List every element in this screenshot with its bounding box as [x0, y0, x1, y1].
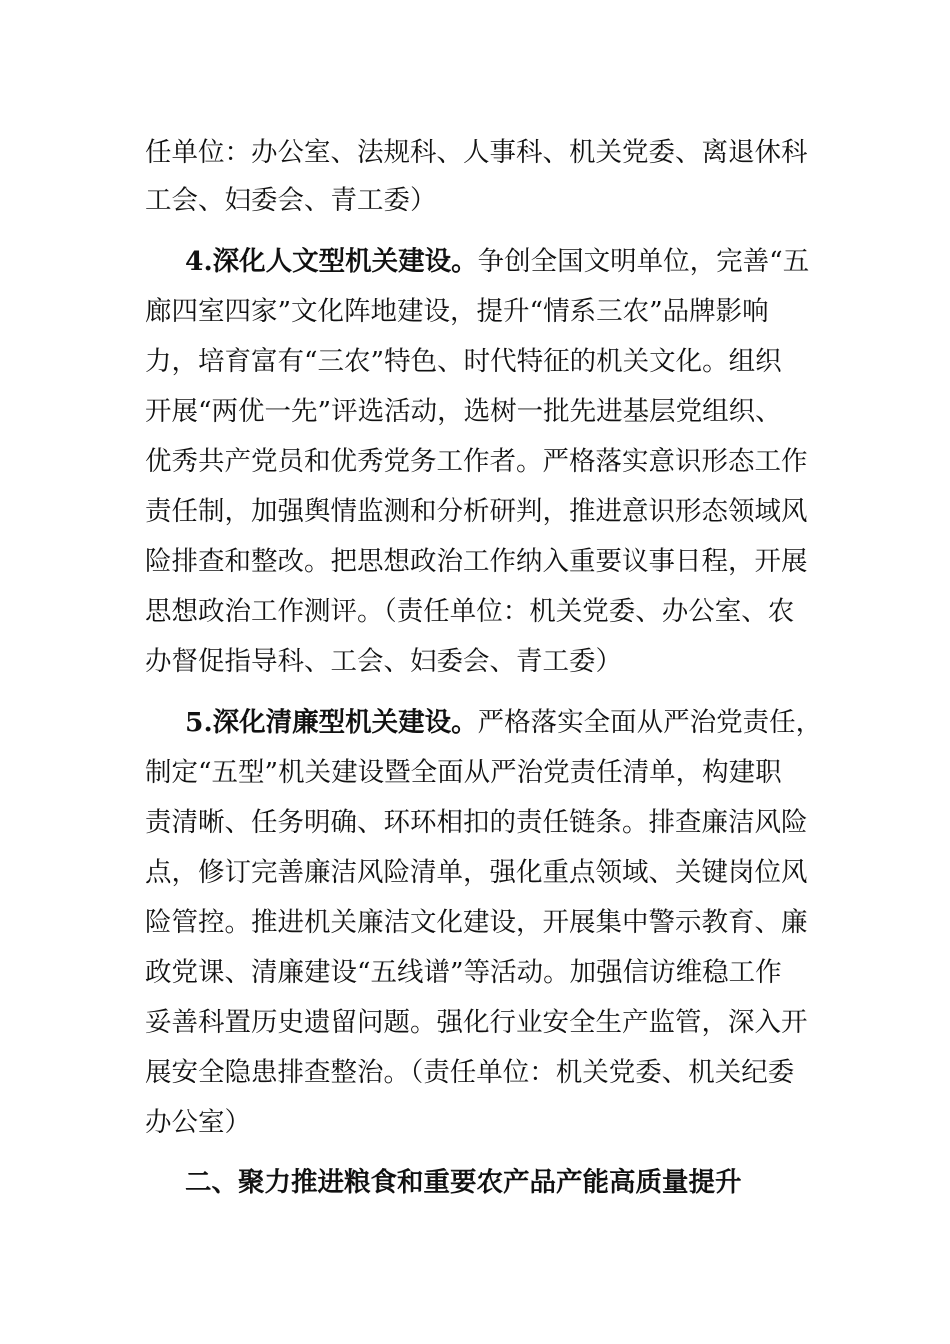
paragraph-4-line-5: 优秀共产党员和优秀党务工作者。严格落实意识形态工作: [145, 446, 808, 477]
paragraph-5-heading: 5.深化清廉型机关建设。: [185, 707, 478, 738]
paragraph-4-line-3: 力，培育富有“三农”特色、时代特征的机关文化。组织: [145, 346, 782, 377]
paragraph-4-first-line-text: 争创全国文明单位，完善“五: [477, 246, 810, 277]
paragraph-4-heading: 4.深化人文型机关建设。: [185, 246, 478, 277]
paragraph-4-line-4: 开展“两优一先”评选活动，选树一批先进基层党组织、: [145, 396, 782, 427]
paragraph-5-line-9: 办公室）: [145, 1107, 251, 1138]
paragraph-4-line-9: 办督促指导科、工会、妇委会、青工委）: [145, 646, 622, 677]
paragraph-5-first-line: [185, 703, 822, 743]
paragraph-4-line-2: 廊四室四家”文化阵地建设，提升“情系三农”品牌影响: [145, 296, 769, 327]
paragraph-5-line-7: 妥善科置历史遗留问题。强化行业安全生产监管，深入开: [145, 1007, 808, 1038]
paragraph-5-line-8: 展安全隐患排查整治。（责任单位：机关党委、机关纪委: [145, 1057, 795, 1088]
paragraph-4-line-6: 责任制，加强舆情监测和分析研判，推进意识形态领域风: [145, 496, 808, 527]
paragraph-5-line-4: 点，修订完善廉洁风险清单，强化重点领域、关键岗位风: [145, 857, 808, 888]
paragraph-5-line-3: 责清晰、任务明确、环环相扣的责任链条。排查廉洁风险: [145, 807, 808, 838]
paragraph-3-line-1: 任单位：办公室、法规科、人事科、机关党委、离退休科: [145, 137, 808, 168]
paragraph-5-first-line-text: 严格落实全面从严治党责任，: [477, 707, 823, 738]
paragraph-5-line-2: 制定“五型”机关建设暨全面从严治党责任清单，构建职: [145, 757, 782, 788]
paragraph-5-line-5: 险管控。推进机关廉洁文化建设，开展集中警示教育、廉: [145, 907, 808, 938]
section-heading: 二、聚力推进粮食和重要农产品产能高质量提升: [185, 1167, 742, 1198]
paragraph-4-line-8: 思想政治工作测评。（责任单位：机关党委、办公室、农: [145, 596, 795, 627]
paragraph-4-first-line: [185, 242, 809, 282]
paragraph-3-line-2: 工会、妇委会、青工委）: [145, 185, 437, 216]
paragraph-4-line-7: 险排查和整改。把思想政治工作纳入重要议事日程，开展: [145, 546, 808, 577]
paragraph-5-line-6: 政党课、清廉建设“五线谱”等活动。加强信访维稳工作: [145, 957, 782, 988]
